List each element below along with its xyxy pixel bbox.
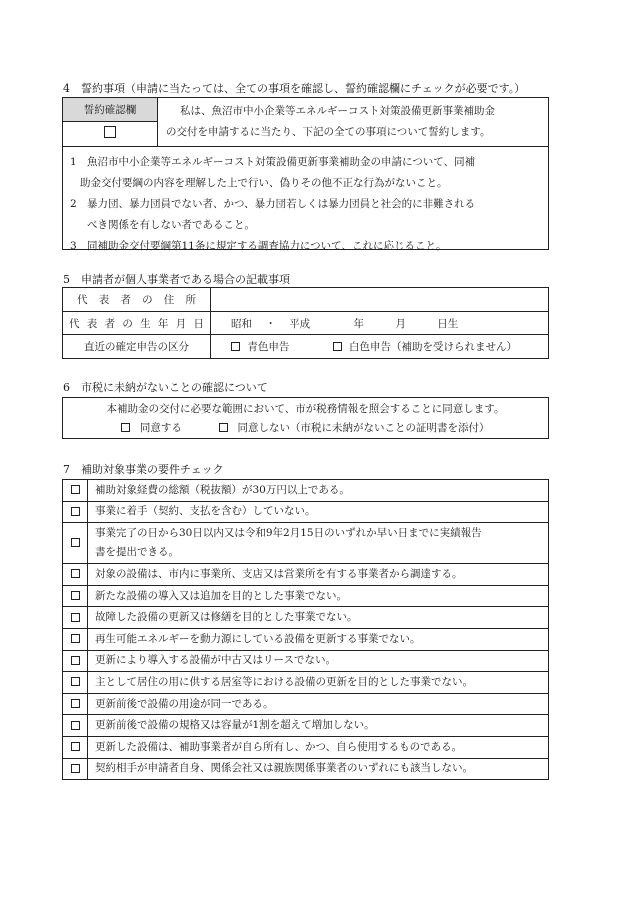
requirement-checkbox[interactable] <box>71 699 80 708</box>
requirement-text: 新たな設備の導入又は追加を目的とした事業でない。 <box>88 585 549 607</box>
requirement-text: 補助対象経費の総額（税抜額）が30万円以上である。 <box>88 480 549 502</box>
tax-label: 直近の確定申告の区分 <box>84 341 189 354</box>
pledge-item-text: 同補助金交付要綱第11条に規定する調査協力について、これに応じること。 <box>87 240 447 252</box>
pledge-item-continuation: べき関係を有しない者であること。 <box>87 219 255 231</box>
requirement-text: 更新により導入する設備が中古又はリースでない。 <box>88 650 549 672</box>
requirement-text <box>88 523 549 564</box>
tax-consent-box <box>62 397 549 439</box>
address-field[interactable] <box>211 288 549 312</box>
requirement-text: 主として居住の用に供する居室等における設備の更新を目的とした事業でない。 <box>88 672 549 694</box>
pledge-line2: の交付を申請するに当たり、下記の全ての事項について誓約します。 <box>166 126 491 138</box>
requirement-text: 再生可能エネルギーを動力源にしている設備を更新する事業でない。 <box>88 628 549 650</box>
requirement-checkbox[interactable] <box>71 569 80 578</box>
requirement-checkbox[interactable] <box>71 677 80 686</box>
requirement-checkbox[interactable] <box>71 656 80 665</box>
confirm-header: 誓約確認欄 <box>63 98 158 122</box>
birthdate-field[interactable] <box>211 311 549 335</box>
requirement-checkbox[interactable] <box>71 507 80 516</box>
pledge-item <box>70 152 542 173</box>
pledge-item-continuation: 助金交付要綱の内容を理解した上で行い、偽りその他不正な行為がないこと。 <box>80 177 448 189</box>
requirement-text: 事業に着手（契約、支払を含む）していない。 <box>88 501 549 523</box>
pledge-confirm-cell <box>63 121 158 146</box>
requirement-text-line2: 書を提出できる。 <box>95 546 179 559</box>
pledge-item-text: 暴力団、暴力団員でない者、かつ、暴力団若しくは暴力団員と社会的に非難される <box>87 198 476 210</box>
pledge-confirm-checkbox[interactable] <box>104 126 116 138</box>
tax-blue-label: 青色申告 <box>247 341 290 354</box>
requirement-checkbox[interactable] <box>71 613 80 622</box>
era-separator: ・ <box>265 317 276 330</box>
pledge-item-number: 1 <box>70 156 77 168</box>
address-label: 代 表 者 の 住 所 <box>77 293 196 306</box>
tax-white-label: 白色申告（補助を受けられません） <box>349 341 518 354</box>
applicant-info-table <box>62 287 549 359</box>
requirement-checkbox[interactable] <box>71 764 80 773</box>
birth-label-cell <box>63 311 211 335</box>
section5-title: 5 申請者が個人事業者である場合の記載事項 <box>63 273 290 286</box>
requirement-checkbox[interactable] <box>71 591 80 600</box>
section7-title: 7 補助対象事業の要件チェック <box>63 463 224 476</box>
day-label: 日生 <box>437 317 459 330</box>
requirements-table <box>62 479 549 780</box>
tax-white-checkbox[interactable] <box>333 342 342 351</box>
year-label: 年 <box>353 317 365 330</box>
agree-checkbox[interactable] <box>121 423 130 432</box>
pledge-item-text: 魚沼市中小企業等エネルギーコスト対策設備更新事業補助金の申請について、同補 <box>87 156 476 168</box>
consent-options <box>63 419 548 438</box>
pledge-text <box>158 98 549 147</box>
era-heisei[interactable]: 平成 <box>289 317 311 330</box>
section4-title: 4 誓約事項（申請に当たっては、全ての事項を確認し、誓約確認欄にチェックが必要です。） <box>63 82 526 95</box>
requirement-checkbox[interactable] <box>71 538 80 547</box>
tax-blue-checkbox[interactable] <box>231 342 240 351</box>
consent-statement: 本補助金の交付に必要な範囲において、市が税務情報を照会することに同意します。 <box>106 403 505 415</box>
pledge-items <box>62 146 549 250</box>
pledge-line1: 私は、魚沼市中小企業等エネルギーコスト対策設備更新事業補助金 <box>180 105 495 117</box>
section6-title: 6 市税に未納がないことの確認について <box>63 381 268 394</box>
tax-label-cell <box>63 335 211 359</box>
requirement-text: 更新した設備は、補助事業者が自ら所有し、かつ、自ら使用するものである。 <box>88 736 549 758</box>
pledge-item-number: 3 <box>70 240 77 252</box>
requirement-checkbox[interactable] <box>71 634 80 643</box>
requirement-checkbox[interactable] <box>71 721 80 730</box>
disagree-label: 同意しない（市税に未納がないことの証明書を添付） <box>237 422 490 434</box>
address-label-cell <box>63 288 211 312</box>
disagree-checkbox[interactable] <box>219 423 228 432</box>
requirement-checkbox[interactable] <box>71 485 80 494</box>
requirement-text: 故障した設備の更新又は修繕を目的とした事業でない。 <box>88 607 549 629</box>
requirement-text: 更新前後で設備の規格又は容量が1割を超えて増加しない。 <box>88 715 549 737</box>
pledge-item <box>70 236 542 257</box>
pledge-table <box>62 97 549 147</box>
pledge-item <box>70 194 542 215</box>
requirement-checkbox[interactable] <box>71 742 80 751</box>
requirement-text-line1: 事業完了の日から30日以内又は令和9年2月15日のいずれか早い日までに実績報告 <box>95 527 482 540</box>
requirement-text: 対象の設備は、市内に事業所、支店又は営業所を有する事業者から調達する。 <box>88 564 549 586</box>
month-label: 月 <box>395 317 406 330</box>
tax-type-field <box>211 335 549 359</box>
agree-label: 同意する <box>139 422 182 434</box>
requirement-text: 更新前後で設備の用途が同一である。 <box>88 693 549 715</box>
pledge-item-number: 2 <box>70 198 77 210</box>
era-showa[interactable]: 昭和 <box>231 317 252 330</box>
requirement-text: 契約相手が申請者自身、関係会社又は親族関係事業者のいずれにも該当しない。 <box>88 758 549 780</box>
birth-label: 代 表 者 の 生 年 月 日 <box>69 317 204 330</box>
